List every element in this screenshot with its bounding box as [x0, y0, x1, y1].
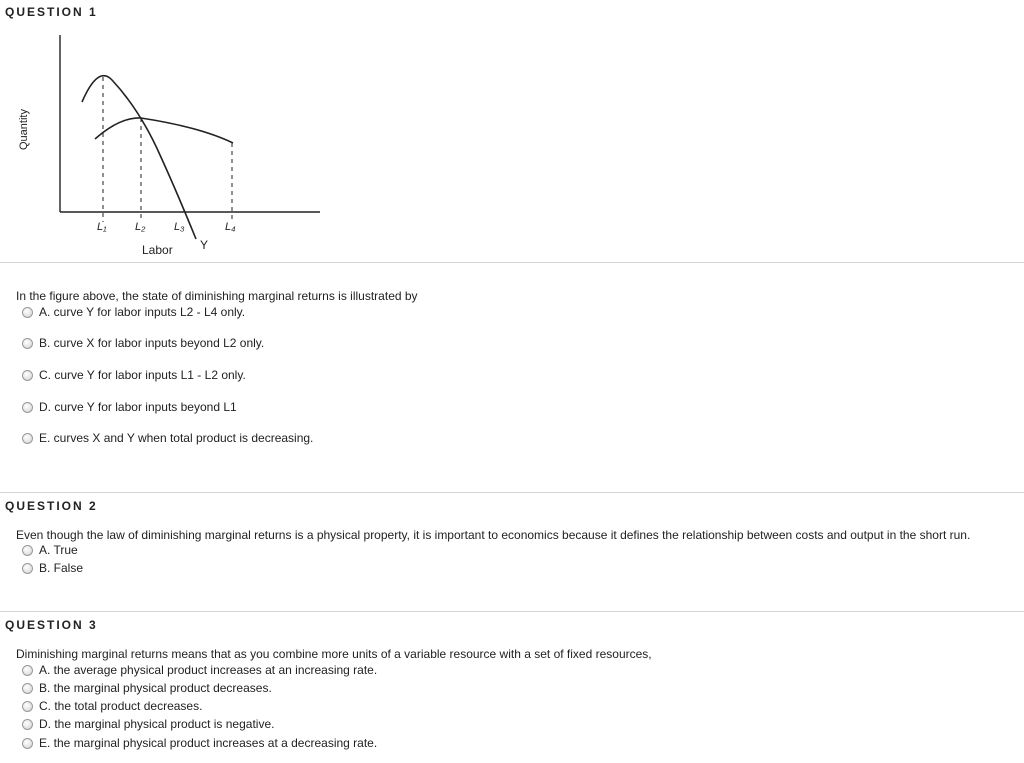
divider [0, 492, 1024, 493]
question-2-header: QUESTION 2 [5, 499, 98, 513]
radio-button[interactable] [22, 338, 33, 349]
option-label: A. the average physical product increases at an increasing rate. [39, 663, 378, 677]
tick-l2: L₂ [135, 221, 146, 233]
radio-button[interactable] [22, 563, 33, 574]
option-label: A. True [39, 543, 78, 557]
production-curves-graph [0, 25, 340, 265]
divider [0, 611, 1024, 612]
question-3-prompt: Diminishing marginal returns means that as you combine more units of a variable resource with a set of fixed resources, [16, 647, 652, 661]
question-1-figure [0, 25, 340, 265]
radio-button[interactable] [22, 719, 33, 730]
curve-y-label: Y [200, 238, 209, 252]
option-label: C. the total product decreases. [39, 699, 203, 713]
option-label: B. curve X for labor inputs beyond L2 only. [39, 336, 265, 350]
option-label: D. curve Y for labor inputs beyond L1 [39, 400, 237, 414]
answer-option[interactable] [22, 367, 246, 383]
radio-button[interactable] [22, 307, 33, 318]
answer-option[interactable] [22, 335, 264, 351]
x-axis-label: Labor [142, 243, 173, 257]
option-label: D. the marginal physical product is negative. [39, 717, 275, 731]
radio-button[interactable] [22, 370, 33, 381]
option-label: E. curves X and Y when total product is decreasing. [39, 431, 314, 445]
answer-option[interactable] [22, 399, 237, 415]
curve-y [82, 76, 196, 239]
option-label: B. the marginal physical product decreases. [39, 681, 272, 695]
tick-l3: L₃ [174, 221, 185, 233]
divider [0, 262, 1024, 263]
curve-x [95, 118, 233, 143]
answer-option[interactable] [22, 430, 313, 446]
answer-option[interactable] [22, 716, 274, 732]
question-2-prompt: Even though the law of diminishing marginal returns is a physical property, it is important to economics because it defines the relationship between costs and output in the short run. [16, 528, 971, 542]
answer-option[interactable] [22, 698, 202, 714]
question-3-header: QUESTION 3 [5, 618, 98, 632]
answer-option[interactable] [22, 680, 272, 696]
answer-option[interactable] [22, 304, 245, 320]
tick-l1: L₁ [97, 221, 107, 233]
radio-button[interactable] [22, 701, 33, 712]
answer-option[interactable] [22, 560, 83, 576]
answer-option[interactable] [22, 735, 377, 751]
tick-l4: L₄ [225, 221, 236, 233]
radio-button[interactable] [22, 665, 33, 676]
radio-button[interactable] [22, 738, 33, 749]
radio-button[interactable] [22, 683, 33, 694]
radio-button[interactable] [22, 433, 33, 444]
option-label: A. curve Y for labor inputs L2 - L4 only. [39, 305, 246, 319]
option-label: B. False [39, 561, 84, 575]
answer-option[interactable] [22, 662, 377, 678]
question-1-header: QUESTION 1 [5, 5, 98, 19]
question-1-prompt: In the figure above, the state of diminishing marginal returns is illustrated by [16, 289, 418, 303]
option-label: C. curve Y for labor inputs L1 - L2 only. [39, 368, 246, 382]
y-axis-label: Quantity [18, 109, 30, 150]
answer-option[interactable] [22, 542, 78, 558]
radio-button[interactable] [22, 545, 33, 556]
radio-button[interactable] [22, 402, 33, 413]
option-label: E. the marginal physical product increases at a decreasing rate. [39, 736, 378, 750]
